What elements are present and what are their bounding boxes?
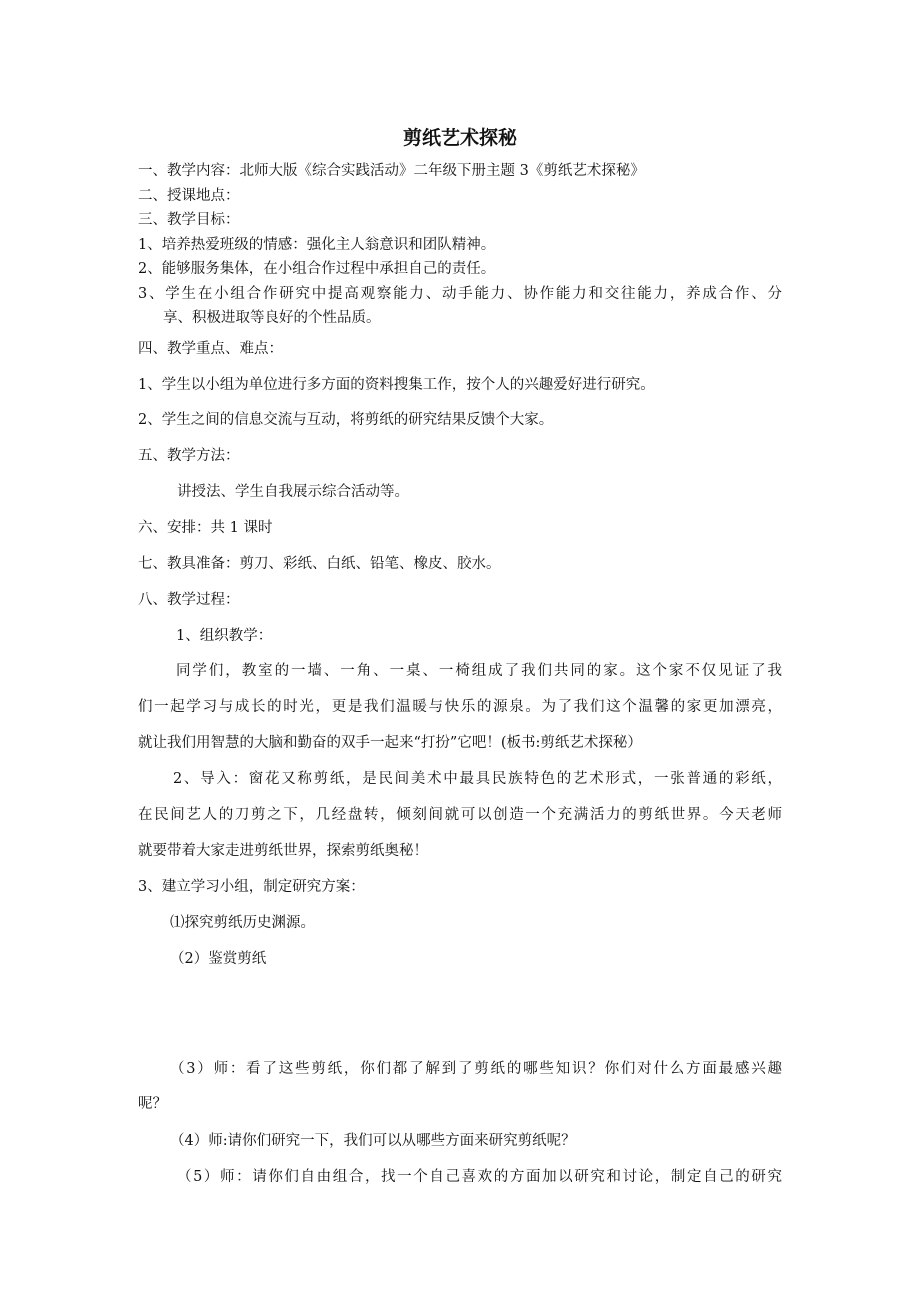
section-process: 八、教学过程： — [138, 592, 240, 608]
step-3-item-5: （5）师：请你们自由组合，找一个自己喜欢的方面加以研究和讨论，制定自己的研究 — [177, 1169, 782, 1185]
step-1-heading: 1、组织教学： — [176, 628, 273, 644]
step-2-text-2: 在民间艺人的刀剪之下，几经盘转，倾刻间就可以创造一个充满活力的剪纸世界。今天老师 — [138, 807, 782, 823]
step-3-item-2: （2）鉴赏剪纸 — [170, 951, 267, 967]
section-schedule: 六、安排：共 1 课时 — [138, 520, 273, 536]
step-2-text-1: 2、导入：窗花又称剪纸，是民间美术中最具民族特色的艺术形式，一张普通的彩纸， — [173, 771, 782, 787]
section-location: 二、授课地点： — [138, 188, 240, 204]
step-1-text-2: 们一起学习与成长的时光，更是我们温暖与快乐的源泉。为了我们这个温馨的家更加漂亮， — [138, 699, 782, 715]
section-content: 一、教学内容：北师大版《综合实践活动》二年级下册主题 3《剪纸艺术探秘》 — [138, 163, 645, 179]
step-3-item-3-cont: 呢？ — [138, 1096, 167, 1112]
methods-text: 讲授法、学生自我展示综合活动等。 — [177, 484, 409, 500]
step-3-heading: 3、建立学习小组，制定研究方案： — [138, 879, 365, 895]
objective-2: 2、能够服务集体，在小组合作过程中承担自己的责任。 — [138, 261, 496, 277]
key-point-2: 2、学生之间的信息交流与互动，将剪纸的研究结果反馈个大家。 — [138, 412, 554, 428]
step-3-item-3: （3）师：看了这些剪纸，你们都了解到了剪纸的哪些知识？你们对什么方面最感兴趣 — [170, 1061, 782, 1077]
objective-3-cont: 享、积极进取等良好的个性品质。 — [163, 310, 381, 326]
step-2-text-3: 就要带着大家走进剪纸世界，探索剪纸奥秘！ — [138, 843, 428, 859]
objective-3: 3、学生在小组合作研究中提高观察能力、动手能力、协作能力和交往能力，养成合作、分 — [138, 286, 782, 302]
step-3-item-1: ⑴探究剪纸历史渊源。 — [170, 915, 315, 931]
step-1-text-1: 同学们，教室的一墙、一角、一桌、一椅组成了我们共同的家。这个家不仅见证了我 — [176, 663, 782, 679]
section-key-points: 四、教学重点、难点： — [138, 341, 283, 357]
step-3-item-4: （4）师:请你们研究一下，我们可以从哪些方面来研究剪纸呢？ — [170, 1133, 576, 1149]
page-title: 剪纸艺术探秘 — [402, 127, 517, 149]
step-1-text-3: 就让我们用智慧的大脑和勤奋的双手一起来“打扮”它吧！(板书:剪纸艺术探秘） — [138, 735, 642, 751]
objective-1: 1、培养热爱班级的情感：强化主人翁意识和团队精神。 — [138, 237, 496, 253]
section-materials: 七、教具准备：剪刀、彩纸、白纸、铅笔、橡皮、胶水。 — [138, 556, 501, 572]
section-methods: 五、教学方法： — [138, 448, 240, 464]
key-point-1: 1、学生以小组为单位进行多方面的资料搜集工作，按个人的兴趣爱好进行研究。 — [138, 377, 655, 393]
section-objectives: 三、教学目标： — [138, 212, 240, 228]
